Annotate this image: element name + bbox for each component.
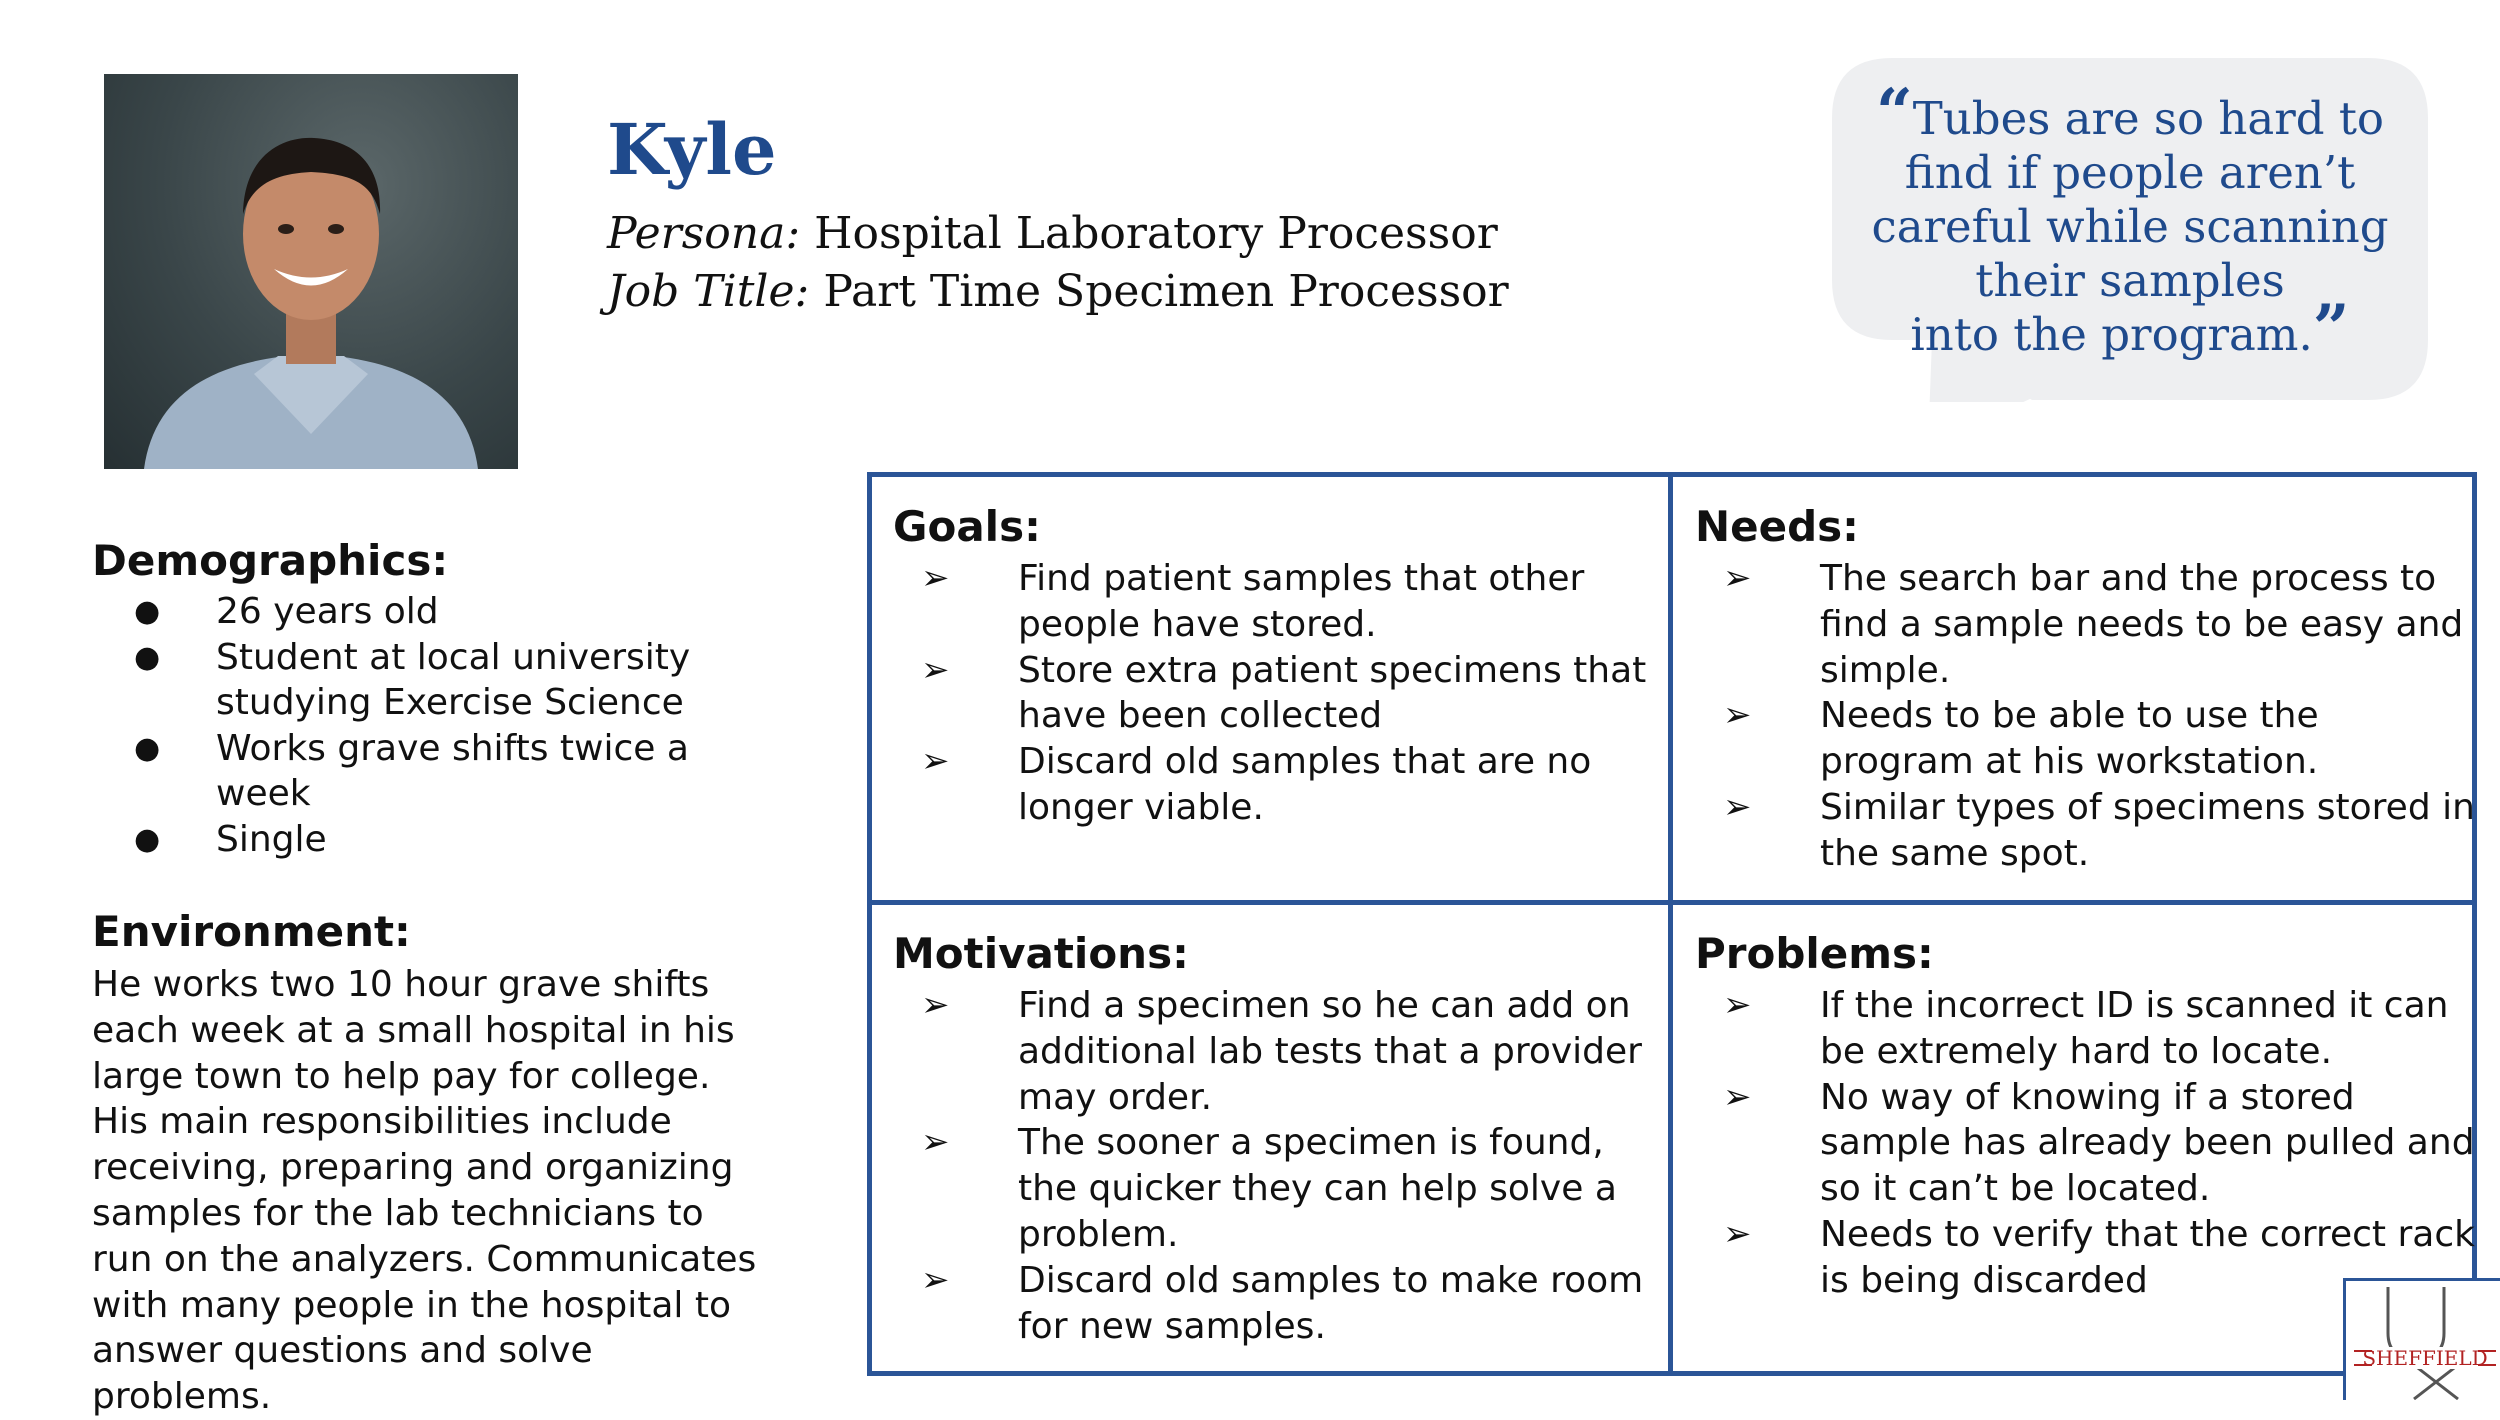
problems-panel xyxy=(1695,925,2475,1304)
arrow-bullet-icon: ➢ xyxy=(1723,985,1752,1025)
needs-panel xyxy=(1695,498,2475,877)
quote-line: into the program.” xyxy=(1910,291,2350,366)
list-item: ➢ Needs to be able to use the program at his workstation. xyxy=(1723,695,2319,783)
logo-wordmark: SHEFFIELD xyxy=(2362,1346,2488,1370)
arrow-bullet-icon: ➢ xyxy=(921,1122,950,1163)
demographics-list xyxy=(92,589,772,863)
list-item: ➢ Find patient samples that other people have stored. xyxy=(921,558,1585,645)
list-item: ➢ Similar types of specimens stored in the same spot. xyxy=(1723,786,2475,874)
arrow-bullet-icon: ➢ xyxy=(1723,1213,1752,1254)
bullet-icon: ● xyxy=(134,639,161,675)
list-item: ➢ If the incorrect ID is scanned it can be extremely hard to locate. xyxy=(1723,985,2449,1072)
persona-value: Hospital Laboratory Processor xyxy=(800,208,1498,259)
list-item: ➢ Discard old samples to make room for new samples. xyxy=(921,1259,1644,1347)
environment-heading: Environment: xyxy=(92,907,411,956)
arrow-bullet-icon: ➢ xyxy=(921,649,950,690)
bullet-icon: ● xyxy=(134,594,161,629)
list-item: ➢ Store extra patient specimens that have been collected xyxy=(921,649,1647,737)
goals-heading: Goals: xyxy=(893,502,1041,551)
person-portrait-illustration xyxy=(104,74,518,469)
persona-label: Persona: xyxy=(607,208,801,259)
quote-line: careful while scanning xyxy=(1871,200,2389,253)
bullet-icon: ● xyxy=(134,730,161,766)
ux-sheffield-logo xyxy=(2343,1278,2500,1400)
list-item: ● Student at local university studying Exercise Science xyxy=(134,636,691,724)
list-item: ● Works grave shifts twice a week xyxy=(134,727,689,815)
list-item: ➢ Discard old samples that are no longer viable. xyxy=(921,741,1592,828)
quote-line: find if people aren’t xyxy=(1904,146,2356,199)
list-item: ➢ The search bar and the process to find a sample needs to be easy and simple. xyxy=(1723,558,2464,691)
grid-horizontal-divider xyxy=(867,900,2477,905)
job-title-value: Part Time Specimen Processor xyxy=(809,266,1509,317)
job-title-label: Job Title: xyxy=(607,266,810,317)
problems-list xyxy=(1695,983,2475,1304)
arrow-bullet-icon: ➢ xyxy=(921,985,950,1025)
list-item: ➢ The sooner a specimen is found, the quicker they can help solve a problem. xyxy=(921,1122,1617,1255)
goals-list xyxy=(893,556,1673,831)
job-title-line xyxy=(607,266,1509,319)
arrow-bullet-icon: ➢ xyxy=(1723,786,1752,827)
profile-photo xyxy=(104,74,518,469)
arrow-bullet-icon: ➢ xyxy=(1723,695,1752,736)
needs-heading: Needs: xyxy=(1695,502,1859,551)
motivations-panel xyxy=(893,925,1673,1349)
goals-panel xyxy=(893,498,1673,831)
demographics-heading: Demographics: xyxy=(92,536,449,585)
arrow-bullet-icon: ➢ xyxy=(1723,558,1752,598)
motivations-heading: Motivations: xyxy=(893,929,1189,978)
arrow-bullet-icon: ➢ xyxy=(1723,1076,1752,1117)
persona-line xyxy=(607,208,1498,261)
quote-text xyxy=(1832,75,2428,366)
close-quote-mark: ” xyxy=(2312,291,2350,366)
list-item: ● 26 years old xyxy=(92,589,772,635)
arrow-bullet-icon: ➢ xyxy=(921,741,950,782)
arrow-bullet-icon: ➢ xyxy=(921,558,950,598)
problems-heading: Problems: xyxy=(1695,929,1934,978)
quote-line: “Tubes are so hard to xyxy=(1875,75,2385,150)
ux-sheffield-logo-mark xyxy=(2346,1281,2500,1400)
list-item: ➢ No way of knowing if a stored sample has already been pulled and so it can’t be located. xyxy=(1723,1076,2475,1210)
open-quote-mark: “ xyxy=(1875,75,1913,150)
list-item: ➢ Find a specimen so he can add on additional lab tests that a provider may order. xyxy=(921,985,1642,1118)
list-item: ➢ Needs to verify that the correct rack is being discarded xyxy=(1723,1213,2475,1301)
list-item: ● Single xyxy=(92,817,772,863)
quote-line: their samples xyxy=(1975,254,2285,307)
environment-text: He works two 10 hour grave shifts each week at a small hospital in his large town to help pay for college. His main responsibilities include receiving, preparing and organizing samples for the lab technicians to run on the analyzers. Communicates with many people in the hospital to answer questions and solve problems. xyxy=(92,964,757,1418)
needs-list xyxy=(1695,556,2475,877)
quote-bubble xyxy=(1832,58,2428,402)
persona-name: Kyle xyxy=(607,108,777,191)
arrow-bullet-icon: ➢ xyxy=(921,1259,950,1300)
motivations-list xyxy=(893,983,1673,1349)
bullet-icon: ● xyxy=(134,821,161,857)
